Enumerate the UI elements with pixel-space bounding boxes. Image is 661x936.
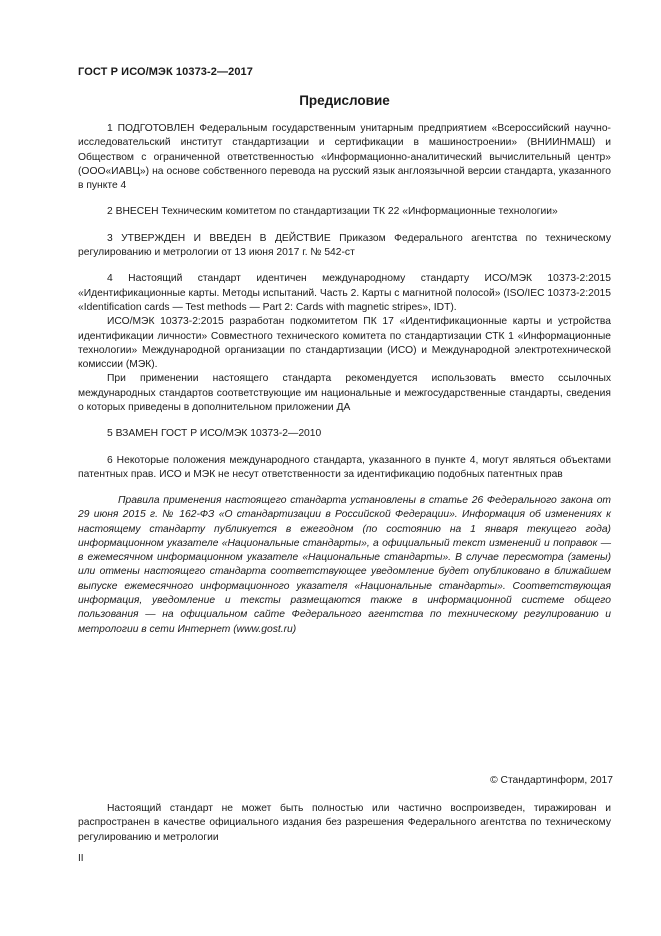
paragraph-4-application: При применении настоящего стандарта рекомендуется использовать вместо ссылочных международных стандартов соответствующие им национальные и межгосударственные стандарты, сведения о которых приведены в дополнительном приложении ДА	[78, 373, 611, 414]
page-title: Предисловие	[299, 93, 390, 108]
paragraph-4-identical: 4 Настоящий стандарт идентичен международному стандарту ИСО/МЭК 10373-2:2015 «Идентификационные карты. Методы испытаний. Часть 2. Карты с магнитной полосой» (ISO/IEC 10373-2:2015 «Identification cards — Test methods — Part 2: Cards with magnetic stripes», IDT).	[78, 273, 611, 313]
paragraph-5-replaces: 5 ВЗАМЕН ГОСТ Р ИСО/МЭК 10373-2—2010	[107, 428, 322, 440]
copyright-line: © Стандартинформ, 2017	[490, 775, 613, 786]
paragraph-4-developed-by: ИСО/МЭК 10373-2:2015 разработан подкомитетом ПК 17 «Идентификационные карты и устройства идентификации личности» Совместного технического комитета по стандартизации СТК 1 «Информационные технологии» Международной организации по стандартизации (ИСО) и Международной электротехнической комиссии (МЭК).	[78, 316, 611, 371]
paragraph-3-approved: 3 УТВЕРЖДЕН И ВВЕДЕН В ДЕЙСТВИЕ Приказом Федерального агентства по техническому регулированию и метрологии от 13 июня 2017 г. № 542-ст	[78, 232, 611, 259]
page-number: II	[78, 853, 84, 864]
usage-rules-notice: Правила применения настоящего стандарта установлены в статье 26 Федерального закона от 29 июня 2015 г. № 162-ФЗ «О стандартизации в Российской Федерации». Информация об изменениях к настоящему стандарту публикуется в ежегодном (по состоянию на 1 января текущего года) информационном указателе «Национальные стандарты», а официальный текст изменений и поправок — в ежемесячном информационном указателе «Национальные стандарты». В случае пересмотра (замены) или отмены настоящего стандарта соответствующее уведомление будет опубликовано в ближайшем выпуске ежемесячного информационного указателя «Национальные стандарты». Соответствующая информация, уведомление и тексты размещаются также в информационной системе общего пользования — на официальном сайте Федерального агентства по техническому регулированию и метрологии в сети Интернет (www.gost.ru)	[78, 495, 611, 635]
paragraph-2-submitted: 2 ВНЕСЕН Техническим комитетом по стандартизации ТК 22 «Информационные технологии»	[107, 206, 558, 218]
paragraph-1-prepared: 1 ПОДГОТОВЛЕН Федеральным государственным унитарным предприятием «Всероссийский научно-исследовательский институт стандартизации и сертификации в машиностроении» (ВНИИНМАШ) и Обществом с ограниченной ответственностью «Информационно-аналитический вычислительный центр» (ООО«ИАВЦ») на основе собственного перевода на русский язык англоязычной версии стандарта, указанного в пункте 4	[78, 123, 611, 192]
paragraph-6-patents: 6 Некоторые положения международного стандарта, указанного в пункте 4, могут являться объектами патентных прав. ИСО и МЭК не несут ответственности за идентификацию подобных патентных прав	[78, 454, 611, 480]
document-header-id: ГОСТ Р ИСО/МЭК 10373-2—2017	[78, 66, 253, 78]
reproduction-notice: Настоящий стандарт не может быть полностью или частично воспроизведен, тиражирован и распространен в качестве официального издания без разрешения Федерального агентства по техническому регулированию и метрологии	[78, 803, 611, 843]
foreword-body	[78, 122, 611, 482]
